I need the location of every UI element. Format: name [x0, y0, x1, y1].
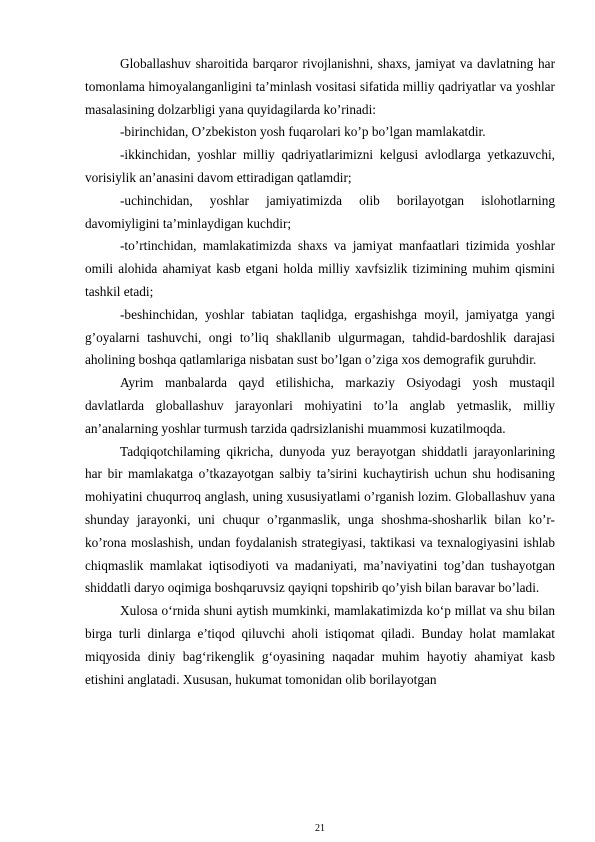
paragraph-list-item-2: -ikkinchidan, yoshlar milliy qadriyatlarimizni kelgusi avlodlarga yetkazuvchi, vorisiylik an’anasini davom ettiradigan qatlamdir;: [85, 147, 555, 185]
page-number: 21: [315, 823, 325, 834]
paragraph-list-item-4: -to’rtinchidan, mamlakatimizda shaxs va jamiyat manfaatlari tizimida yoshlar omili alohida ahamiyat kasb etgani holda milliy xavfsizlik tizimining muhim qismini tashkil etadi;: [85, 238, 555, 299]
paragraph-list-item-5: -beshinchidan, yoshlar tabiatan taqlidga, ergashishga moyil, jamiyatga yangi g’oyalarni tashuvchi, ongi to’liq shakllanib ulgurmagan, tahdid-bardoshlik darajasi aholining boshqa qatlamlariga nisbatan sust bo’lgan o’ziga xos demografik guruhdir.: [85, 306, 555, 368]
paragraph-conclusion: Xulosa o‘rnida shuni aytish mumkinki, mamlakatimizda ko‘p millat va shu bilan birga turli dinlarga e’tiqod qiluvchi aholi istiqomat qiladi. Bunday holat mamlakat miqyosida diniy bag‘rikenglik g‘oyasining naqadar muhim hayotiy ahamiyat kasb etishini anglatadi. Xususan, hukumat tomonidan olib borilayotgan: [85, 603, 555, 687]
paragraph-list-item-1: -birinchidan, O’zbekiston yosh fuqarolari ko’p bo’lgan mamlakatdir.: [120, 124, 486, 140]
paragraph-list-item-3: -uchinchidan, yoshlar jamiyatimizda olib borilayotgan islohotlarning davomiyligini ta’minlaydigan kuchdir;: [85, 192, 555, 231]
paragraph-researchers: Tadqiqotchilaming qikricha, dunyoda yuz berayotgan shiddatli jarayonlarining har bir mamlakatga o’tkazayotgan salbiy ta’sirini kuchaytirish uchun shu hodisaning mohiyatini chuqurroq anglash, uning xususiyatlami o’rganish lozim. Globallashuv yana shunday jarayonki, uni chuqur o’rganmaslik, unga shoshma-shosharlik bilan ko’r-ko’rona moslashish, undan foydalanish strategiyasi, taktikasi va texnalogiyasini ishlab chiqmaslik mamlakat iqtisodiyoti va madaniyati, ma’naviyatini tog’dan tushayotgan shiddatli daryo oqimiga boshqaruvsiz qayiqni topshirib qo’yish bilan baravar bo’ladi.: [85, 443, 555, 596]
body-text: [85, 53, 555, 691]
paragraph-sources: Ayrim manbalarda qayd etilishicha, markaziy Osiyodagi yosh mustaqil davlatlarda globallashuv jarayonlari mohiyatini to’la anglab yetmaslik, milliy an’analarning yoshlar turmush tarzida qadrsizlanishi muammosi kuzatilmoqda.: [85, 375, 555, 436]
paragraph-intro: Globallashuv sharoitida barqaror rivojlanishni, shaxs, jamiyat va davlatning har tomonlama himoyalanganligini ta’minlash vositasi sifatida milliy qadriyatlar va yoshlar masalasining dolzarbligi yana quyidagilarda ko’rinadi:: [85, 56, 555, 117]
